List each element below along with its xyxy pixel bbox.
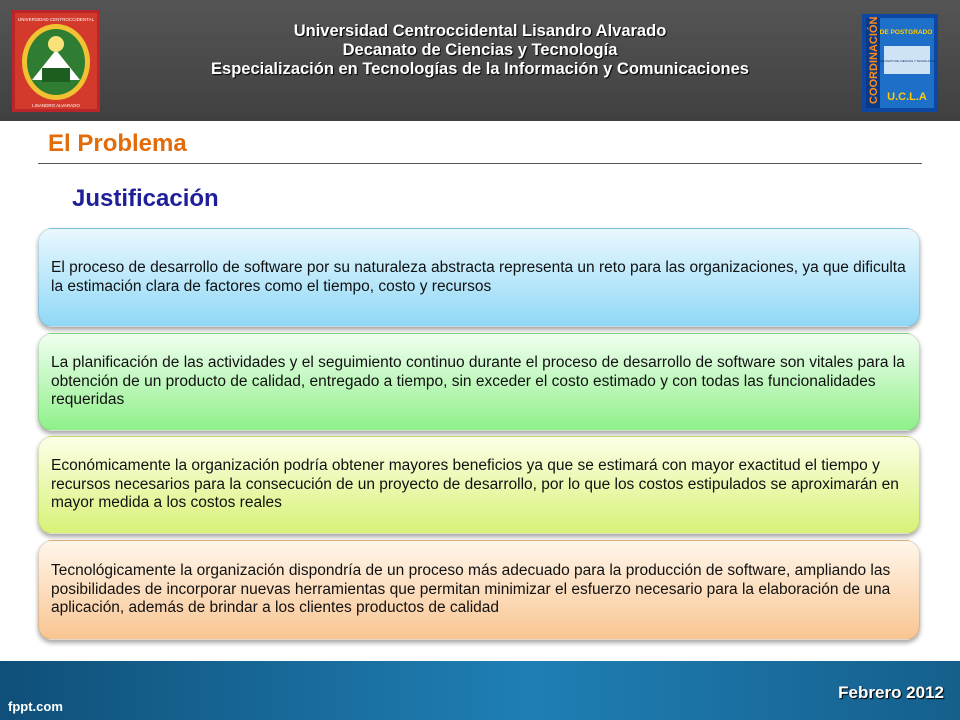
justification-box-1 (38, 228, 920, 327)
section-title: El Problema (48, 130, 187, 157)
logo-top-text: DE POSTGRADO (879, 29, 933, 36)
title-divider (38, 163, 922, 164)
logo-vertical-text: COORDINACIÓN (868, 16, 880, 104)
logo-decanato-text: DECANATO DE CIENCIAS Y TECNOLOGÍA (879, 59, 935, 63)
justification-text-3: Económicamente la organización podría obtener mayores beneficios ya que se estimará con mayor exactitud el tiempo y recursos necesarios para la consecución de un proyecto de desarrollo, por lo que los costos estipulados se aproximarán en mayor medida a los costos reales (51, 457, 899, 512)
justification-box-4 (38, 540, 920, 640)
justification-box-3 (38, 436, 920, 534)
slide-footer (0, 661, 960, 720)
slide-header (0, 0, 960, 121)
justification-text-1: El proceso de desarrollo de software por su naturaleza abstracta representa un reto para las organizaciones, ya que dificulta la estimación clara de factores como el tiempo, costo y recursos (51, 259, 906, 295)
justification-text-2: La planificación de las actividades y el seguimiento continuo durante el proceso de desarrollo de software son vitales para la obtención de un producto de calidad, entregado a tiempo, sin exceder el costo estimado y con todas las funcionalidades requeridas (51, 354, 905, 409)
faculty-name: Decanato de Ciencias y Tecnología (342, 41, 618, 59)
crest-bottom-text: LISANDRO ALVARADO (32, 103, 80, 108)
footer-date: Febrero 2012 (838, 683, 944, 702)
logo-ucla-text: U.C.L.A (887, 91, 927, 103)
justification-box-2 (38, 333, 920, 431)
justification-text-4: Tecnológicamente la organización dispondría de un proceso más adecuado para la producción de software, ampliando las posibilidades de incorporar nuevas herramientas que permitan minimizar el esfuerzo necesario para la elaboración de una aplicación, además de brindar a los clientes productos de calidad (51, 562, 891, 617)
footer-brand: fppt.com (8, 699, 63, 714)
crest-top-text: UNIVERSIDAD CENTROCCIDENTAL (17, 17, 95, 22)
slide-subtitle: Justificación (72, 185, 219, 212)
university-name: Universidad Centroccidental Lisandro Alvarado (293, 22, 667, 40)
program-name: Especialización en Tecnologías de la Información y Comunicaciones (211, 60, 749, 78)
postgrado-coordination-logo (862, 14, 938, 112)
